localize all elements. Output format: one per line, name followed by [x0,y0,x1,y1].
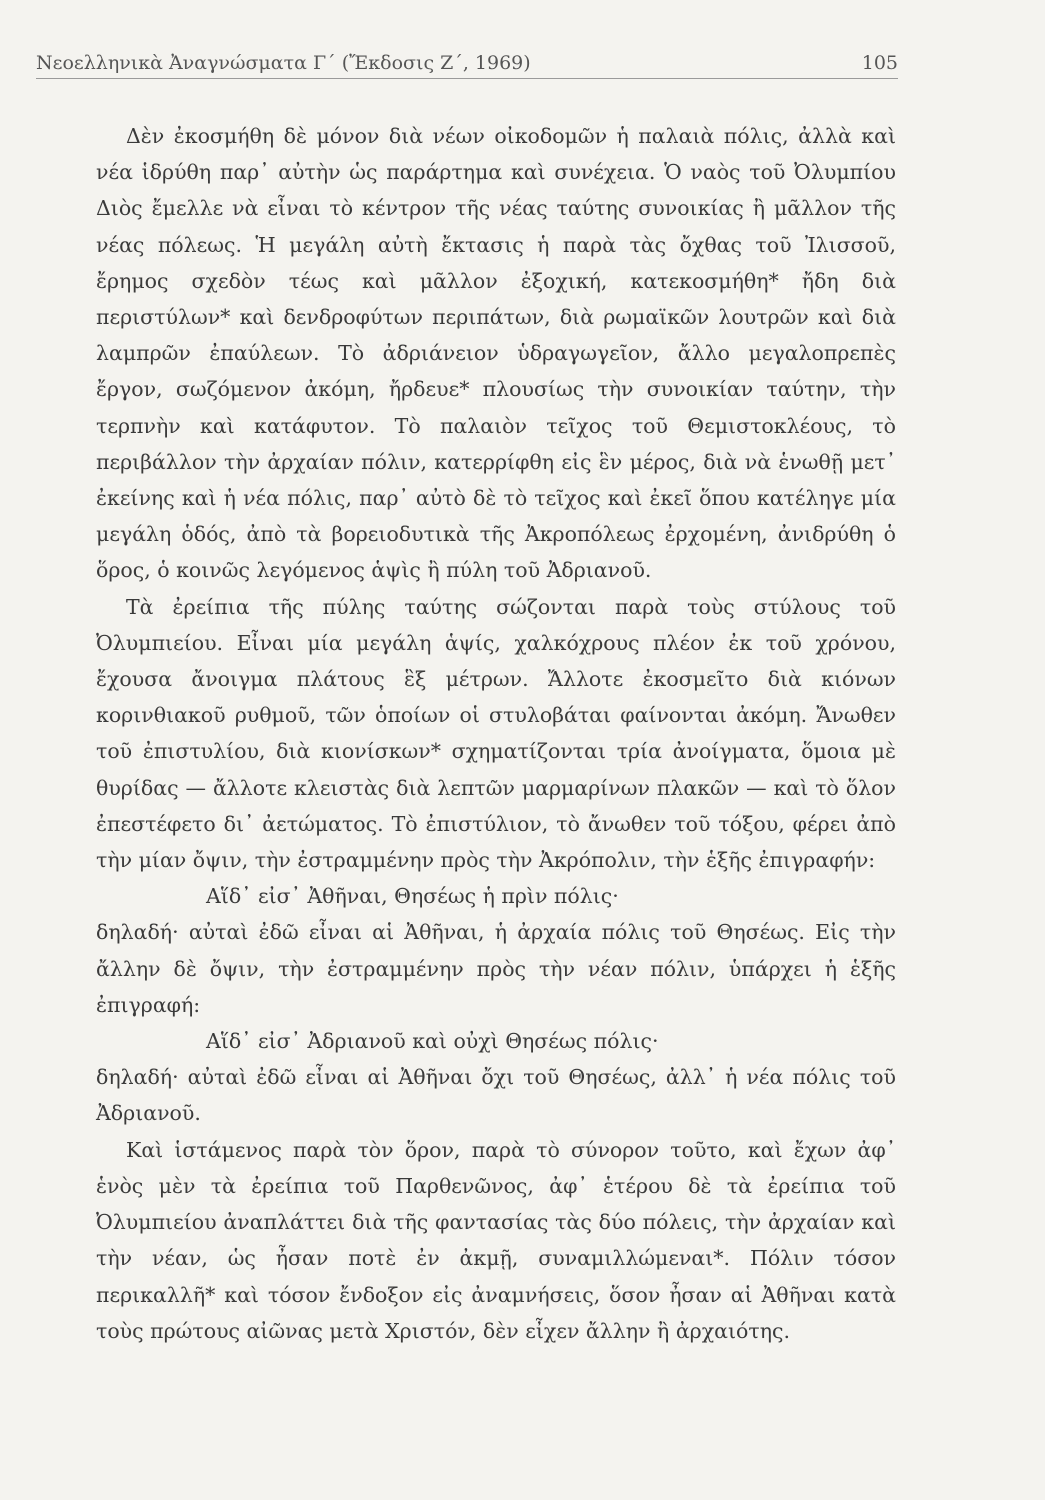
inscription-2: Αἵδ᾽ εἰσ᾽ Ἀδριανοῦ καὶ οὐχὶ Θησέως πόλις· [206,1029,659,1054]
running-title: Νεοελληνικὰ Ἀναγνώσματα Γ΄ (Ἔκδοσις Ζ΄, 1969) [36,52,531,74]
inscription-2-explanation: δηλαδή· αὐταὶ ἐδῶ εἶναι αἱ Ἀθῆναι ὄχι τοῦ Θησέως, ἀλλ᾽ ἡ νέα πόλις τοῦ Ἀδριανοῦ. [96,1065,896,1126]
paragraph-1: Δὲν ἐκοσμήθη δὲ μόνον διὰ νέων οἰκοδομῶν ἡ παλαιὰ πόλις, ἀλλὰ καὶ νέα ἱδρύθη παρ᾽ αὐτὴν ὡς παράρτημα καὶ συνέχεια. Ὁ ναὸς τοῦ Ὀλυμπίου Διὸς ἔμελλε νὰ εἶναι τὸ κέντρον τῆς νέας ταύτης συνοικίας ἢ μᾶλλον τῆς νέας πόλεως. Ἡ μεγάλη αὐτὴ ἔκτασις ἡ παρὰ τὰς ὄχθας τοῦ Ἰλισσοῦ, ἔρημος σχεδὸν τέως καὶ μᾶλλον ἐξοχική, κατεκοσμήθη* ἤδη διὰ περιστύλων* καὶ δενδροφύτων περιπάτων, διὰ ρωμαϊκῶν λουτρῶν καὶ διὰ λαμπρῶν ἐπαύλεων. Τὸ ἀδριάνειον ὑδραγωγεῖον, ἄλλο μεγαλοπρεπὲς ἔργον, σωζόμενον ἀκόμη, ἤρδευε* πλουσίως τὴν συνοικίαν ταύτην, τὴν τερπνὴν καὶ κατάφυτον. Τὸ παλαιὸν τεῖχος τοῦ Θεμιστοκλέους, τὸ περιβάλλον τὴν ἀρχαίαν πόλιν, κατερρίφθη εἰς ἓν μέρος, διὰ νὰ ἑνωθῇ μετ᾽ ἐκείνης καὶ ἡ νέα πόλις, παρ᾽ αὐτὸ δὲ τὸ τεῖχος καὶ ἐκεῖ ὅπου κατέληγε μία μεγάλη ὁδός, ἀπὸ τὰ βορειοδυτικὰ τῆς Ἀκροπόλεως ἐρχομένη, ἀνιδρύθη ὁ ὅρος, ὁ κοινῶς λεγόμενος ἁψὶς ἢ πύλη τοῦ Ἀδριανοῦ. [96,124,896,583]
paragraph-3: Καὶ ἱστάμενος παρὰ τὸν ὅρον, παρὰ τὸ σύνορον τοῦτο, καὶ ἔχων ἀφ᾽ ἑνὸς μὲν τὰ ἐρείπια τοῦ Παρθενῶνος, ἀφ᾽ ἑτέρου δὲ τὰ ἐρείπια τοῦ Ὀλυμπιείου ἀναπλάττει διὰ τῆς φαντασίας τὰς δύο πόλεις, τὴν ἀρχαίαν καὶ τὴν νέαν, ὡς ἦσαν ποτὲ ἐν ἀκμῇ, συναμιλλώμεναι*. Πόλιν τόσον περικαλλῆ* καὶ τόσον ἔνδοξον εἰς ἀναμνήσεις, ὅσον ἦσαν αἱ Ἀθῆναι κατὰ τοὺς πρώτους αἰῶνας μετὰ Χριστόν, δὲν εἶχεν ἄλλην ἢ ἀρχαιότης. [96,1137,896,1343]
paragraph-2: Τὰ ἐρείπια τῆς πύλης ταύτης σώζονται παρὰ τοὺς στύλους τοῦ Ὀλυμπιείου. Εἶναι μία μεγάλη ἁψίς, χαλκόχρους πλέον ἐκ τοῦ χρόνου, ἔχουσα ἄνοιγμα πλάτους ἓξ μέτρων. Ἄλλοτε ἐκοσμεῖτο διὰ κιόνων κορινθιακοῦ ρυθμοῦ, τῶν ὁποίων οἱ στυλοβάται φαίνονται ἀκόμη. Ἄνωθεν τοῦ ἐπιστυλίου, διὰ κιονίσκων* σχηματίζονται τρία ἀνοίγματα, ὅμοια μὲ θυρίδας — ἄλλοτε κλειστὰς διὰ λεπτῶν μαρμαρίνων πλακῶν — καὶ τὸ ὅλον ἐπεστέφετο δι᾽ ἀετώματος. Τὸ ἐπιστύλιον, τὸ ἄνωθεν τοῦ τόξου, φέρει ἀπὸ τὴν μίαν ὄψιν, τὴν ἐστραμμένην πρὸς τὴν Ἀκρόπολιν, τὴν ἑξῆς ἐπιγραφήν: [96,594,896,873]
inscription-1: Αἵδ᾽ εἰσ᾽ Ἀθῆναι, Θησέως ἡ πρὶν πόλις· [206,884,619,909]
text-body [96,118,896,1349]
page-number: 105 [861,52,898,74]
running-header [36,52,898,79]
inscription-1-explanation: δηλαδή· αὐταὶ ἐδῶ εἶναι αἱ Ἀθῆναι, ἡ ἀρχαία πόλις τοῦ Θησέως. Εἰς τὴν ἄλλην δὲ ὄψιν, τὴν ἐστραμμένην πρὸς τὴν νέαν πόλιν, ὑπάρχει ἡ ἑξῆς ἐπιγραφή: [96,920,896,1017]
